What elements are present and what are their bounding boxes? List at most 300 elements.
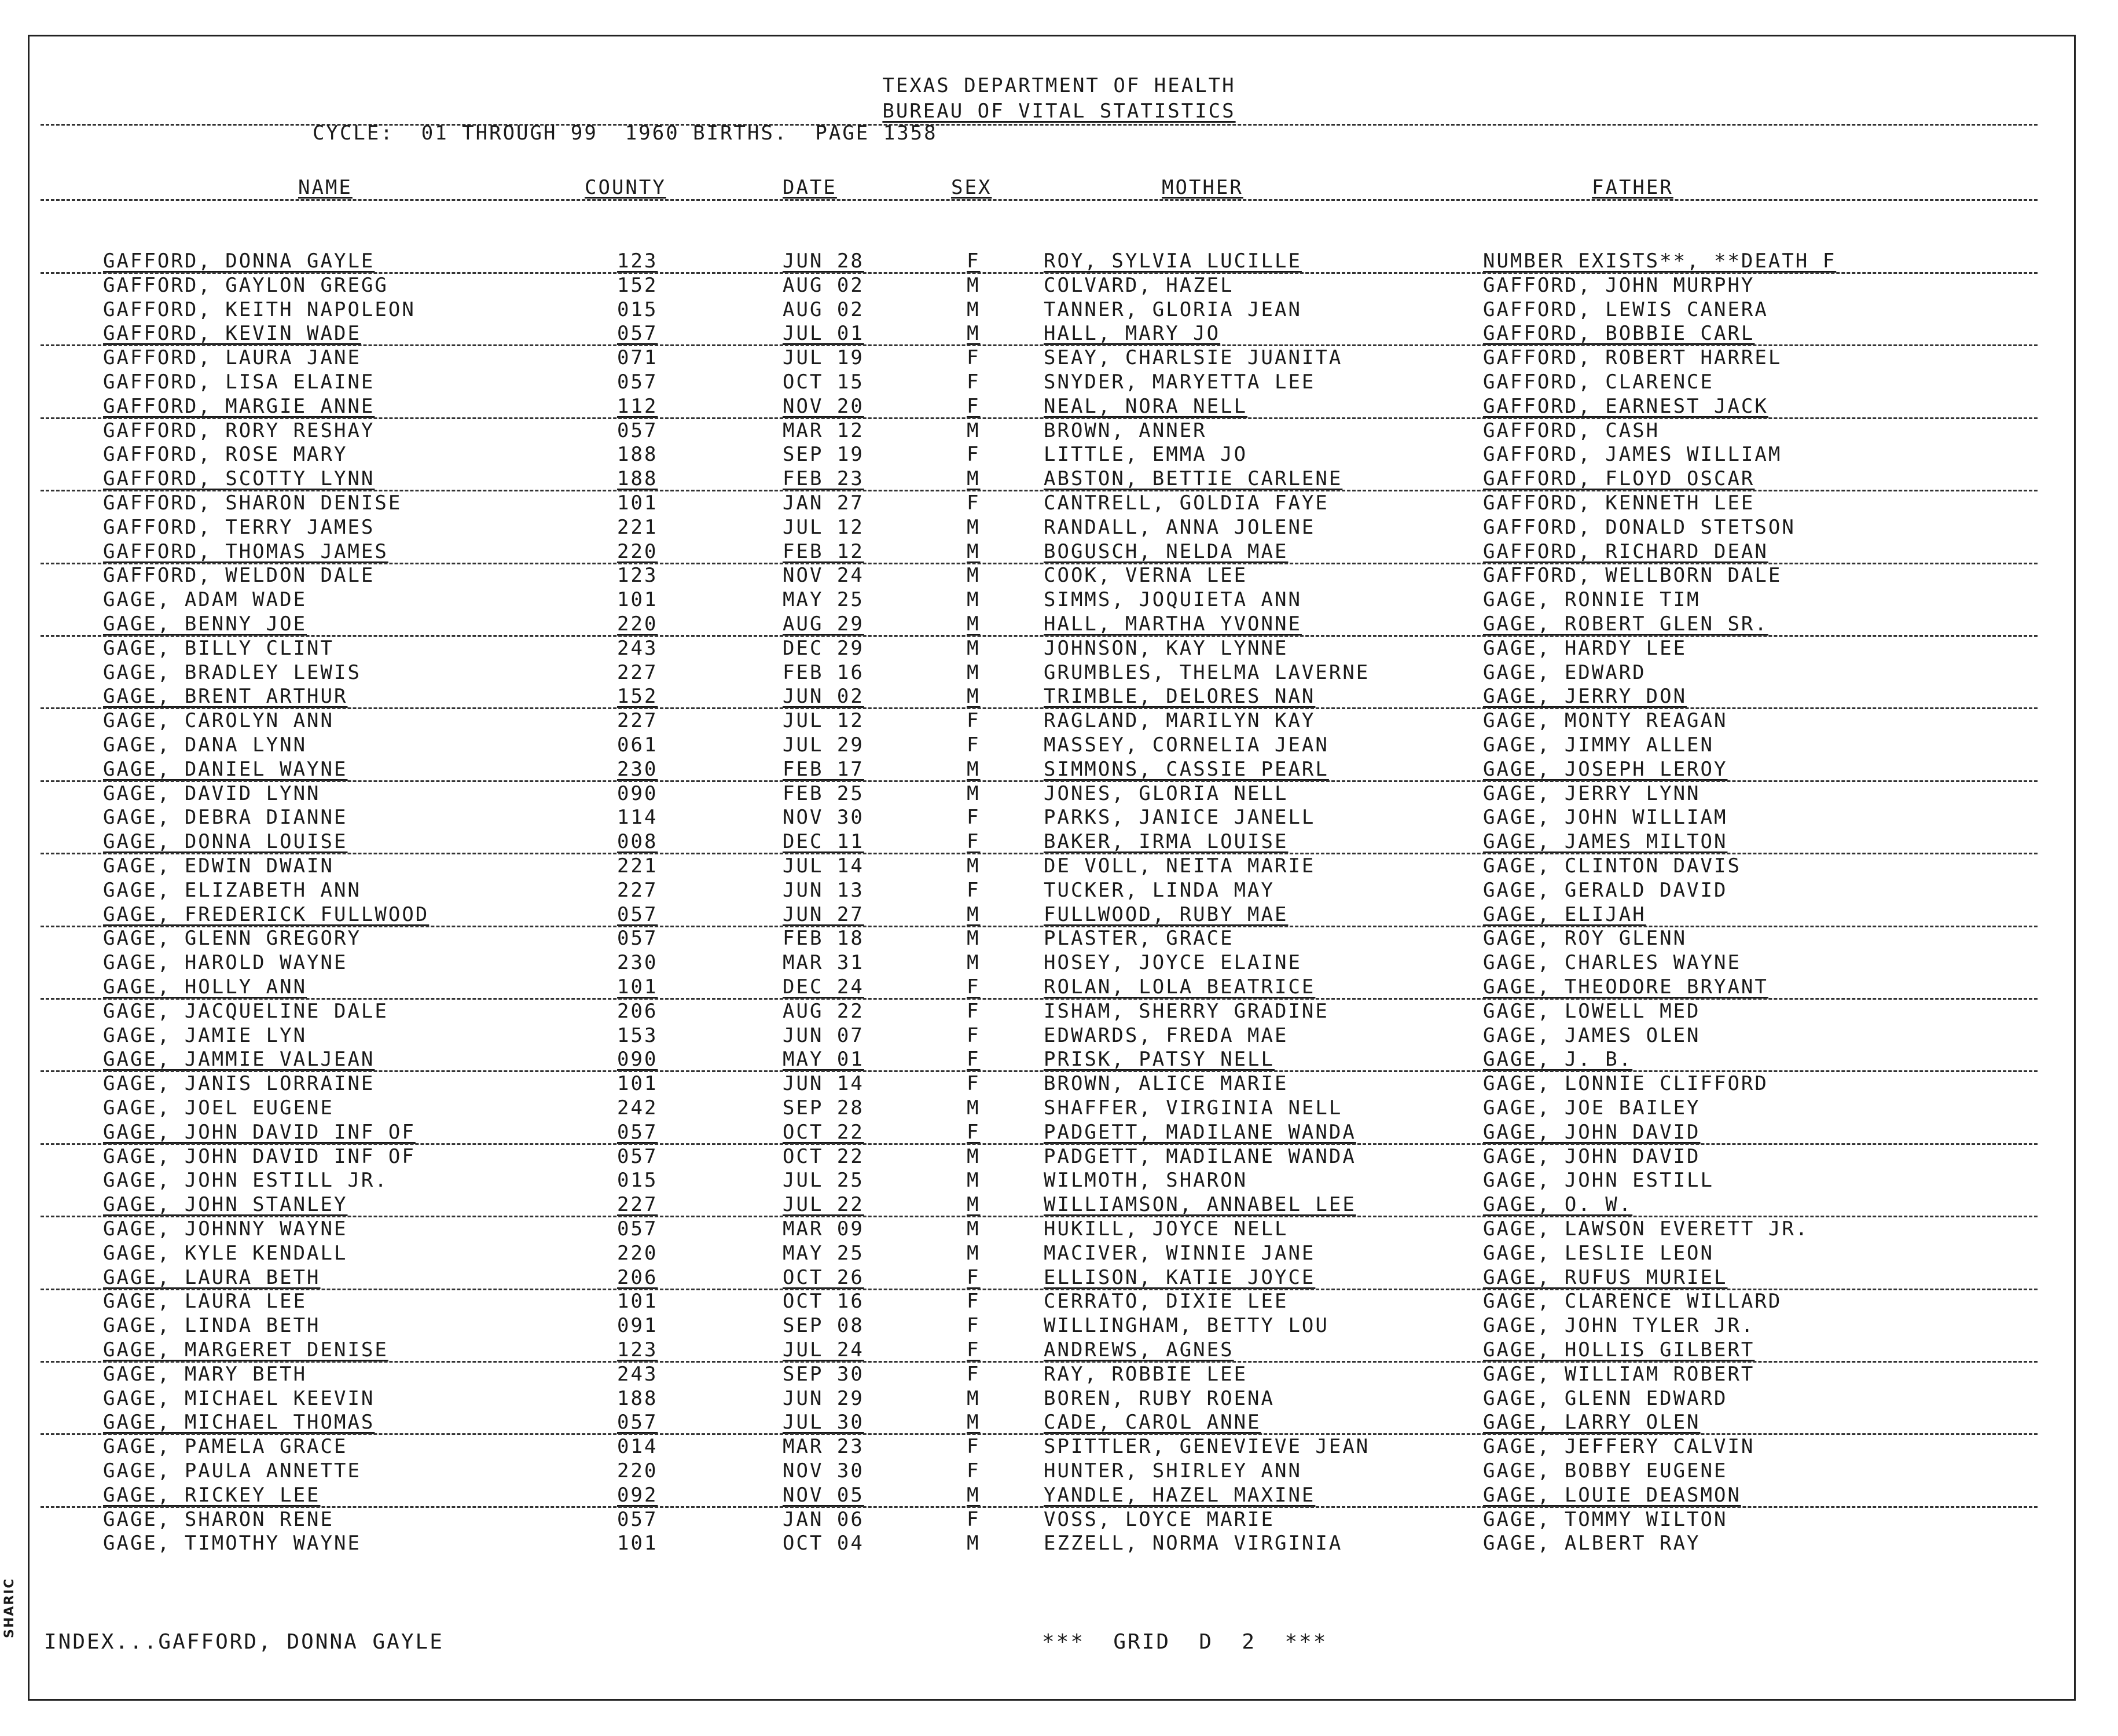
cell-county: 227 (617, 878, 658, 902)
cell-sex: M (967, 612, 981, 636)
cell-county: 057 (617, 1120, 658, 1144)
cell-county: 243 (617, 1362, 658, 1386)
cell-county: 230 (617, 757, 658, 781)
cell-sex: M (967, 588, 981, 612)
bureau-title: BUREAU OF VITAL STATISTICS (882, 100, 1236, 123)
cell-sex: F (967, 1072, 981, 1096)
cell-county: 101 (617, 491, 658, 515)
cell-mother: LITTLE, EMMA JO (1044, 443, 1248, 467)
cycle-line: CYCLE: 01 THROUGH 99 1960 BIRTHS. PAGE 1358 (313, 122, 938, 145)
table-row (0, 1338, 2118, 1362)
cell-name: GAFFORD, GAYLON GREGG (103, 273, 388, 297)
cell-mother: SNYDER, MARYETTA LEE (1044, 370, 1316, 394)
table-row (0, 1217, 2118, 1241)
cell-date: DEC 24 (783, 975, 864, 999)
cell-mother: SEAY, CHARLSIE JUANITA (1044, 346, 1343, 370)
cell-county: 091 (617, 1314, 658, 1338)
cell-mother: EDWARDS, FREDA MAE (1044, 1023, 1289, 1047)
cell-county: 220 (617, 1459, 658, 1482)
table-row (0, 249, 2118, 273)
cell-sex: M (967, 902, 981, 926)
table-row (0, 1289, 2118, 1313)
cell-father: GAFFORD, RICHARD DEAN (1483, 539, 1768, 563)
table-row (0, 491, 2118, 515)
cell-sex: F (967, 370, 981, 394)
cell-date: JUN 13 (783, 878, 864, 902)
cell-sex: M (967, 781, 981, 805)
cell-father: GAGE, JIMMY ALLEN (1483, 733, 1714, 757)
cell-county: 008 (617, 830, 658, 854)
cell-father: GAGE, HARDY LEE (1483, 636, 1687, 660)
cell-father: GAFFORD, LEWIS CANERA (1483, 298, 1768, 321)
cell-date: JUL 22 (783, 1193, 864, 1217)
cell-date: MAY 25 (783, 1241, 864, 1265)
cell-mother: PADGETT, MADILANE WANDA (1044, 1120, 1356, 1144)
cell-mother: ROY, SYLVIA LUCILLE (1044, 249, 1302, 273)
cell-name: GAGE, LINDA BETH (103, 1314, 321, 1338)
cell-date: NOV 30 (783, 1459, 864, 1482)
cell-name: GAGE, MICHAEL THOMAS (103, 1411, 375, 1434)
cell-father: GAGE, RUFUS MURIEL (1483, 1265, 1728, 1289)
cell-date: JUN 07 (783, 1023, 864, 1047)
table-row (0, 1507, 2118, 1532)
table-row (0, 733, 2118, 757)
cell-father: GAGE, JOHN DAVID (1483, 1144, 1701, 1168)
cell-date: JUL 25 (783, 1169, 864, 1192)
cell-name: GAGE, BILLY CLINT (103, 636, 334, 660)
cell-mother: PRISK, PATSY NELL (1044, 1048, 1275, 1071)
cell-sex: F (967, 1120, 981, 1144)
cell-county: 227 (617, 1193, 658, 1217)
cell-father: GAGE, ELIJAH (1483, 902, 1646, 926)
table-row (0, 1313, 2118, 1338)
cell-date: JUL 14 (783, 854, 864, 878)
cell-date: DEC 29 (783, 636, 864, 660)
cell-name: GAGE, BRENT ARTHUR (103, 685, 348, 709)
cell-father: GAFFORD, BOBBIE CARL (1483, 322, 1755, 346)
cell-father: GAGE, ALBERT RAY (1483, 1532, 1701, 1555)
cell-name: GAFFORD, WELDON DALE (103, 564, 375, 588)
cell-sex: F (967, 1362, 981, 1386)
cell-sex: M (967, 1241, 981, 1265)
cell-sex: M (967, 1169, 981, 1192)
cell-date: MAR 09 (783, 1217, 864, 1240)
cell-sex: F (967, 249, 981, 273)
cell-mother: BROWN, ALICE MARIE (1044, 1072, 1289, 1096)
cell-date: MAY 01 (783, 1048, 864, 1071)
cell-sex: F (967, 1023, 981, 1047)
cell-mother: JONES, GLORIA NELL (1044, 781, 1289, 805)
cell-mother: CADE, CAROL ANNE (1044, 1411, 1261, 1434)
cell-father: GAGE, JOHN ESTILL (1483, 1169, 1714, 1192)
cell-county: 153 (617, 1023, 658, 1047)
cell-father: GAGE, EDWARD (1483, 660, 1646, 684)
cell-father: GAFFORD, EARNEST JACK (1483, 394, 1768, 418)
cell-father: GAGE, JEFFERY CALVIN (1483, 1435, 1755, 1459)
cell-date: OCT 26 (783, 1265, 864, 1289)
table-row (0, 878, 2118, 902)
cell-name: GAGE, FREDERICK FULLWOOD (103, 902, 430, 926)
cell-mother: JOHNSON, KAY LYNNE (1044, 636, 1289, 660)
cell-name: GAGE, HOLLY ANN (103, 975, 307, 999)
cell-date: JUL 01 (783, 322, 864, 346)
cell-father: GAGE, BOBBY EUGENE (1483, 1459, 1728, 1482)
cell-mother: SIMMONS, CASSIE PEARL (1044, 757, 1329, 781)
cell-name: GAGE, MARGERET DENISE (103, 1338, 388, 1361)
cell-county: 101 (617, 975, 658, 999)
cell-father: GAGE, JOSEPH LEROY (1483, 757, 1728, 781)
cell-sex: M (967, 1217, 981, 1240)
cell-date: MAR 12 (783, 419, 864, 442)
table-row (0, 660, 2118, 685)
cell-county: 112 (617, 394, 658, 418)
cell-mother: ROLAN, LOLA BEATRICE (1044, 975, 1316, 999)
cell-sex: F (967, 999, 981, 1023)
cell-county: 057 (617, 927, 658, 950)
cell-sex: F (967, 878, 981, 902)
cell-county: 221 (617, 854, 658, 878)
cell-name: GAGE, DEBRA DIANNE (103, 806, 348, 830)
cell-sex: F (967, 491, 981, 515)
table-row (0, 563, 2118, 588)
cell-father: GAGE, JOHN WILLIAM (1483, 806, 1728, 830)
table-row (0, 1531, 2118, 1555)
table-row (0, 781, 2118, 806)
index-label: INDEX...GAFFORD, DONNA GAYLE (44, 1630, 444, 1654)
cell-name: GAGE, MARY BETH (103, 1362, 307, 1386)
cell-mother: COOK, VERNA LEE (1044, 564, 1248, 588)
cell-date: OCT 22 (783, 1144, 864, 1168)
cell-date: OCT 04 (783, 1532, 864, 1555)
cell-father: GAFFORD, CLARENCE (1483, 370, 1714, 394)
table-row (0, 902, 2118, 927)
cell-sex: M (967, 1096, 981, 1120)
cell-name: GAGE, LAURA LEE (103, 1290, 307, 1313)
cell-father: GAGE, JOE BAILEY (1483, 1096, 1701, 1120)
cell-sex: F (967, 1290, 981, 1313)
side-label: SHARIC (2, 1577, 17, 1638)
cell-mother: BAKER, IRMA LOUISE (1044, 830, 1289, 854)
cell-date: AUG 22 (783, 999, 864, 1023)
cell-mother: ANDREWS, AGNES (1044, 1338, 1234, 1361)
cell-father: GAGE, MONTY REAGAN (1483, 709, 1728, 733)
cell-father: GAGE, TOMMY WILTON (1483, 1507, 1728, 1531)
cell-date: SEP 08 (783, 1314, 864, 1338)
cell-mother: FULLWOOD, RUBY MAE (1044, 902, 1289, 926)
cell-mother: ABSTON, BETTIE CARLENE (1044, 467, 1343, 491)
cell-father: GAGE, JERRY DON (1483, 685, 1687, 709)
cell-father: GAGE, CLARENCE WILLARD (1483, 1290, 1782, 1313)
cell-father: GAGE, THEODORE BRYANT (1483, 975, 1768, 999)
cell-date: FEB 18 (783, 927, 864, 950)
cell-name: GAGE, DANA LYNN (103, 733, 307, 757)
cell-name: GAGE, LAURA BETH (103, 1265, 321, 1289)
cell-county: 206 (617, 1265, 658, 1289)
table-row (0, 1120, 2118, 1144)
cell-name: GAGE, CAROLYN ANN (103, 709, 334, 733)
cell-date: FEB 12 (783, 539, 864, 563)
cell-father: GAGE, GERALD DAVID (1483, 878, 1728, 902)
cell-father: GAGE, CHARLES WAYNE (1483, 951, 1741, 975)
cell-father: GAGE, LAWSON EVERETT JR. (1483, 1217, 1809, 1240)
table-row (0, 1023, 2118, 1048)
cell-sex: F (967, 1459, 981, 1482)
cell-father: GAGE, J. B. (1483, 1048, 1633, 1071)
cell-mother: WILLIAMSON, ANNABEL LEE (1044, 1193, 1356, 1217)
cell-name: GAFFORD, MARGIE ANNE (103, 394, 375, 418)
table-row (0, 950, 2118, 975)
cell-mother: VOSS, LOYCE MARIE (1044, 1507, 1275, 1531)
table-row (0, 1386, 2118, 1411)
cell-date: OCT 22 (783, 1120, 864, 1144)
cell-mother: RAGLAND, MARILYN KAY (1044, 709, 1316, 733)
cell-name: GAGE, DANIEL WAYNE (103, 757, 348, 781)
cell-date: JUL 24 (783, 1338, 864, 1361)
cell-name: GAFFORD, KEVIN WADE (103, 322, 361, 346)
table-row (0, 1168, 2118, 1192)
table-row (0, 1483, 2118, 1507)
cell-county: 188 (617, 467, 658, 491)
cell-name: GAGE, RICKEY LEE (103, 1483, 321, 1507)
cell-county: 057 (617, 902, 658, 926)
table-row (0, 1192, 2118, 1217)
cell-name: GAGE, JOHN ESTILL JR. (103, 1169, 388, 1192)
column-header-county: COUNTY (585, 176, 666, 199)
cell-date: SEP 30 (783, 1362, 864, 1386)
cell-father: GAGE, JAMES MILTON (1483, 830, 1728, 854)
cell-father: GAGE, LARRY OLEN (1483, 1411, 1701, 1434)
table-row (0, 442, 2118, 467)
cell-county: 101 (617, 588, 658, 612)
cell-county: 221 (617, 515, 658, 539)
cell-mother: TRIMBLE, DELORES NAN (1044, 685, 1316, 709)
cell-name: GAGE, DONNA LOUISE (103, 830, 348, 854)
cell-father: GAGE, ROBERT GLEN SR. (1483, 612, 1768, 636)
cell-date: NOV 05 (783, 1483, 864, 1507)
table-row (0, 684, 2118, 709)
cell-date: JUL 12 (783, 515, 864, 539)
cell-county: 242 (617, 1096, 658, 1120)
cell-mother: WILLINGHAM, BETTY LOU (1044, 1314, 1329, 1338)
cell-name: GAFFORD, RORY RESHAY (103, 419, 375, 442)
cell-county: 057 (617, 1411, 658, 1434)
cell-sex: M (967, 757, 981, 781)
table-row (0, 370, 2118, 394)
cell-mother: HUNTER, SHIRLEY ANN (1044, 1459, 1302, 1482)
cell-date: AUG 02 (783, 298, 864, 321)
cell-county: 057 (617, 322, 658, 346)
cell-name: GAGE, MICHAEL KEEVIN (103, 1386, 375, 1410)
cell-county: 220 (617, 1241, 658, 1265)
cell-mother: BOGUSCH, NELDA MAE (1044, 539, 1289, 563)
cell-mother: RANDALL, ANNA JOLENE (1044, 515, 1316, 539)
table-row (0, 1096, 2118, 1120)
cell-sex: M (967, 854, 981, 878)
cell-county: 057 (617, 370, 658, 394)
table-row (0, 636, 2118, 660)
cell-mother: MACIVER, WINNIE JANE (1044, 1241, 1316, 1265)
table-row (0, 1410, 2118, 1434)
table-row (0, 1362, 2118, 1386)
cell-name: GAGE, JAMIE LYN (103, 1023, 307, 1047)
cell-county: 071 (617, 346, 658, 370)
cell-mother: NEAL, NORA NELL (1044, 394, 1248, 418)
table-row (0, 298, 2118, 322)
cell-name: GAGE, JACQUELINE DALE (103, 999, 388, 1023)
cell-county: 061 (617, 733, 658, 757)
cell-name: GAGE, JANIS LORRAINE (103, 1072, 375, 1096)
cell-mother: SHAFFER, VIRGINIA NELL (1044, 1096, 1343, 1120)
cell-date: OCT 16 (783, 1290, 864, 1313)
cell-date: FEB 23 (783, 467, 864, 491)
cell-mother: DE VOLL, NEITA MARIE (1044, 854, 1316, 878)
cell-date: JUL 19 (783, 346, 864, 370)
cell-sex: M (967, 1411, 981, 1434)
cell-mother: WILMOTH, SHARON (1044, 1169, 1248, 1192)
cell-date: FEB 16 (783, 660, 864, 684)
cell-mother: PARKS, JANICE JANELL (1044, 806, 1316, 830)
cell-county: 188 (617, 443, 658, 467)
cell-sex: F (967, 394, 981, 418)
cell-father: GAGE, RONNIE TIM (1483, 588, 1701, 612)
column-header-date: DATE (783, 176, 837, 199)
table-row (0, 854, 2118, 878)
table-row (0, 999, 2118, 1023)
table-row (0, 830, 2118, 854)
cell-name: GAFFORD, LISA ELAINE (103, 370, 375, 394)
cell-name: GAGE, PAULA ANNETTE (103, 1459, 361, 1482)
column-header-sex: SEX (951, 176, 992, 199)
cell-date: MAR 31 (783, 951, 864, 975)
cell-date: FEB 25 (783, 781, 864, 805)
table-row (0, 539, 2118, 564)
cell-county: 243 (617, 636, 658, 660)
cell-sex: M (967, 1483, 981, 1507)
cell-sex: F (967, 1507, 981, 1531)
grid-label: *** GRID D 2 *** (1042, 1630, 1328, 1654)
cell-mother: ISHAM, SHERRY GRADINE (1044, 999, 1329, 1023)
cell-date: SEP 19 (783, 443, 864, 467)
table-row (0, 1144, 2118, 1169)
table-row (0, 709, 2118, 733)
cell-sex: F (967, 1265, 981, 1289)
cell-mother: ELLISON, KATIE JOYCE (1044, 1265, 1316, 1289)
cell-name: GAGE, DAVID LYNN (103, 781, 321, 805)
cell-date: SEP 28 (783, 1096, 864, 1120)
table-row (0, 1265, 2118, 1290)
cell-county: 057 (617, 1217, 658, 1240)
cell-sex: F (967, 733, 981, 757)
cell-county: 014 (617, 1435, 658, 1459)
cell-county: 101 (617, 1532, 658, 1555)
cell-county: 101 (617, 1290, 658, 1313)
cell-sex: F (967, 709, 981, 733)
cell-county: 152 (617, 685, 658, 709)
cell-mother: SPITTLER, GENEVIEVE JEAN (1044, 1435, 1370, 1459)
cell-name: GAGE, KYLE KENDALL (103, 1241, 348, 1265)
cell-name: GAFFORD, DONNA GAYLE (103, 249, 375, 273)
cell-county: 057 (617, 1507, 658, 1531)
table-row (0, 612, 2118, 636)
cell-name: GAFFORD, SHARON DENISE (103, 491, 402, 515)
cell-sex: F (967, 443, 981, 467)
cell-name: GAGE, TIMOTHY WAYNE (103, 1532, 361, 1555)
cell-date: FEB 17 (783, 757, 864, 781)
cell-date: JUL 12 (783, 709, 864, 733)
cell-county: 227 (617, 709, 658, 733)
cell-name: GAGE, BRADLEY LEWIS (103, 660, 361, 684)
cell-date: AUG 29 (783, 612, 864, 636)
cell-mother: HOSEY, JOYCE ELAINE (1044, 951, 1302, 975)
table-row (0, 926, 2118, 950)
cell-name: GAGE, HAROLD WAYNE (103, 951, 348, 975)
cell-mother: CERRATO, DIXIE LEE (1044, 1290, 1289, 1313)
cell-father: GAGE, ROY GLENN (1483, 927, 1687, 950)
table-row (0, 1434, 2118, 1459)
table-row (0, 588, 2118, 612)
cell-sex: M (967, 515, 981, 539)
cell-father: GAGE, JOHN DAVID (1483, 1120, 1701, 1144)
cell-date: NOV 20 (783, 394, 864, 418)
table-row (0, 1241, 2118, 1265)
cell-county: 220 (617, 539, 658, 563)
cell-sex: M (967, 1386, 981, 1410)
cell-date: JUN 02 (783, 685, 864, 709)
cell-mother: GRUMBLES, THELMA LAVERNE (1044, 660, 1370, 684)
table-row (0, 757, 2118, 781)
cell-mother: BOREN, RUBY ROENA (1044, 1386, 1275, 1410)
cell-mother: BROWN, ANNER (1044, 419, 1207, 442)
cell-sex: M (967, 660, 981, 684)
cell-sex: F (967, 1048, 981, 1071)
cell-date: JUN 14 (783, 1072, 864, 1096)
agency-title: TEXAS DEPARTMENT OF HEALTH (882, 74, 1236, 97)
cell-date: AUG 02 (783, 273, 864, 297)
cell-county: 092 (617, 1483, 658, 1507)
cell-father: GAFFORD, JAMES WILLIAM (1483, 443, 1782, 467)
cell-father: GAGE, LESLIE LEON (1483, 1241, 1714, 1265)
cell-mother: MASSEY, CORNELIA JEAN (1044, 733, 1329, 757)
cell-name: GAGE, EDWIN DWAIN (103, 854, 334, 878)
cell-father: GAGE, JERRY LYNN (1483, 781, 1701, 805)
cell-father: GAGE, JOHN TYLER JR. (1483, 1314, 1755, 1338)
cell-county: 206 (617, 999, 658, 1023)
cell-sex: M (967, 298, 981, 321)
cell-county: 152 (617, 273, 658, 297)
cell-sex: M (967, 927, 981, 950)
cell-father: GAGE, HOLLIS GILBERT (1483, 1338, 1755, 1361)
cell-date: JUN 28 (783, 249, 864, 273)
cell-sex: M (967, 273, 981, 297)
cell-mother: EZZELL, NORMA VIRGINIA (1044, 1532, 1343, 1555)
table-row (0, 419, 2118, 443)
cell-sex: F (967, 1435, 981, 1459)
cell-sex: M (967, 1193, 981, 1217)
cell-father: NUMBER EXISTS**, **DEATH F (1483, 249, 1837, 273)
cell-sex: F (967, 1314, 981, 1338)
cell-name: GAGE, JAMMIE VALJEAN (103, 1048, 375, 1071)
cell-date: NOV 30 (783, 806, 864, 830)
cell-mother: COLVARD, HAZEL (1044, 273, 1234, 297)
cell-father: GAGE, WILLIAM ROBERT (1483, 1362, 1755, 1386)
cell-name: GAGE, JOEL EUGENE (103, 1096, 334, 1120)
column-header-mother: MOTHER (1162, 176, 1243, 199)
cell-county: 114 (617, 806, 658, 830)
cell-sex: M (967, 1144, 981, 1168)
cell-mother: TANNER, GLORIA JEAN (1044, 298, 1302, 321)
cell-name: GAFFORD, THOMAS JAMES (103, 539, 388, 563)
cell-mother: HALL, MARTHA YVONNE (1044, 612, 1302, 636)
